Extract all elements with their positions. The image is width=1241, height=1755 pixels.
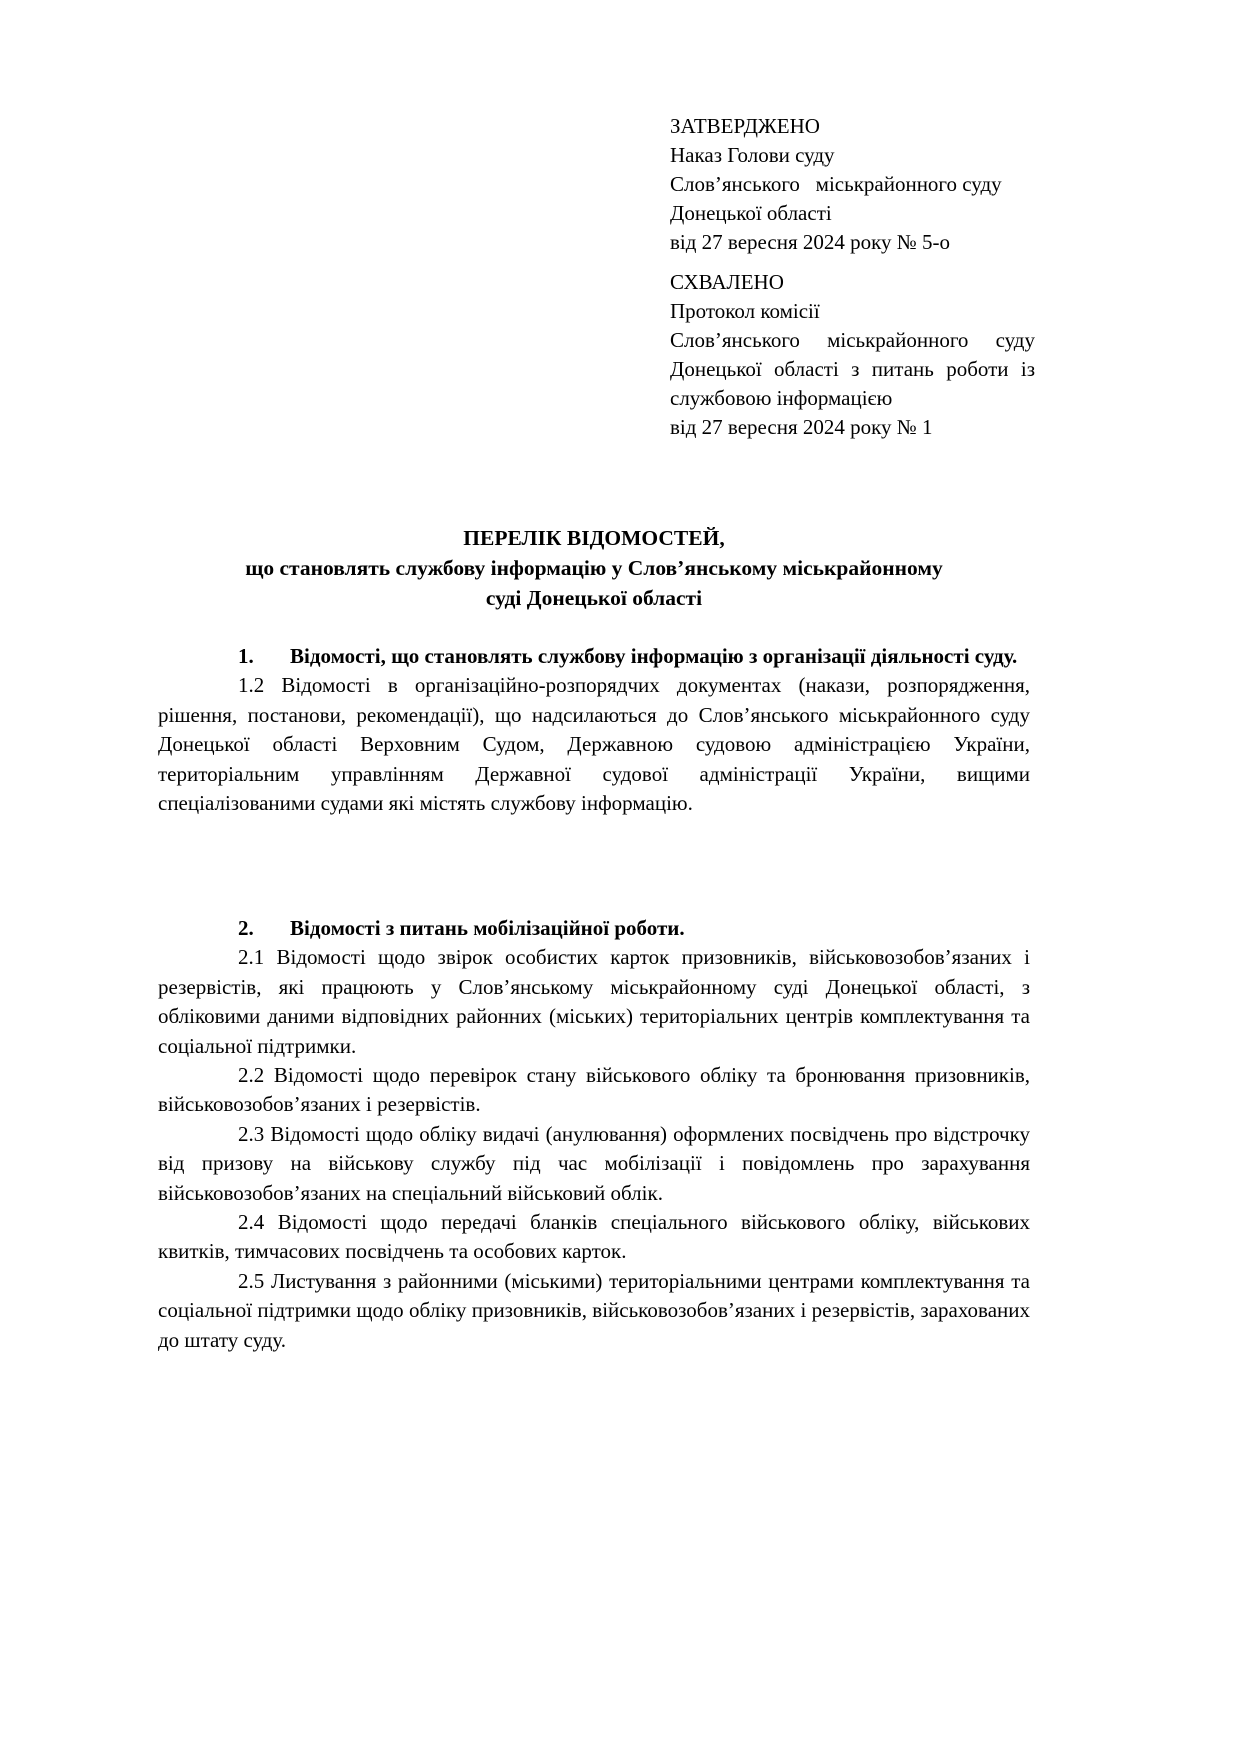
approval-line: Наказ Голови суду <box>670 143 835 167</box>
section-number: 1. <box>238 644 254 668</box>
approval-date: від 27 вересня 2024 року № 5-о <box>670 230 951 254</box>
section-number: 2. <box>238 916 254 940</box>
endorsement-line: Донецької області з питань роботи із <box>670 357 1035 381</box>
item-text: Відомості щодо обліку видачі (анулювання) оформлених посвідчень про відстрочку від призову на військову службу під час мобілізації і повідомлень про зарахування військовозобов’язаних на спеціальний військовий облік. <box>158 1121 1031 1205</box>
section-heading-text: Відомості з питань мобілізаційної роботи. <box>290 916 685 940</box>
approval-line: Слов’янського міськрайонного суду <box>670 172 1002 196</box>
item-number: 2.4 <box>238 1210 265 1235</box>
item-number: 2.3 <box>238 1121 265 1146</box>
title-line-1: ПЕРЕЛІК ВІДОМОСТЕЙ, <box>463 526 725 550</box>
item-text: Відомості щодо передачі бланків спеціального військового обліку, військових квитків, тимчасових посвідчень та особових карток. <box>158 1210 1030 1264</box>
section-heading <box>158 914 1030 943</box>
endorsement-heading: СХВАЛЕНО <box>670 270 784 294</box>
document-title <box>158 523 1030 613</box>
item-text: Відомості щодо перевірок стану військового обліку та бронювання призовників, військовозобов’язаних і резервістів. <box>158 1063 1030 1117</box>
item-text: Відомості в організаційно-розпорядчих документах (накази, розпорядження, рішення, постанови, рекомендації), що надсилаються до Слов’янського міськрайонного суду Донецької області Верховним Судом, Державною судовою адміністрацією України, територіальним управлінням Державної судової адміністрації України, вищими спеціалізованими судами які містять службову інформацію. <box>158 673 1030 816</box>
endorsement-block <box>670 268 1035 442</box>
section-item <box>158 1061 1030 1120</box>
endorsement-line: Слов’янського міськрайонного суду <box>670 328 1035 352</box>
approval-heading: ЗАТВЕРДЖЕНО <box>670 114 820 138</box>
title-line-2: що становлять службову інформацію у Слов’янському міськрайонному <box>245 556 943 580</box>
section-heading-text: Відомості, що становлять службову інформацію з організації діяльності суду. <box>290 644 1018 668</box>
section-item <box>158 1267 1030 1355</box>
endorsement-line: Протокол комісії <box>670 299 820 323</box>
section-item <box>158 943 1030 1061</box>
section-heading <box>158 642 1030 671</box>
item-number: 2.1 <box>238 945 265 970</box>
section-item <box>158 671 1030 818</box>
endorsement-line: службовою інформацією <box>670 386 893 410</box>
item-text: Відомості щодо звірок особистих карток призовників, військовозобов’язаних і резервістів, які працюють у Слов’янському міськрайонному суді Донецької області, з обліковими даними відповідних районних (міських) територіальних центрів комплектування та соціальної підтримки. <box>158 945 1030 1058</box>
item-text: Листування з районними (міськими) територіальними центрами комплектування та соціальної підтримки щодо обліку призовників, військовозобов’язаних і резервістів, зарахованих до штату суду. <box>158 1268 1031 1352</box>
item-number: 2.5 <box>238 1268 265 1293</box>
item-number: 2.2 <box>238 1063 265 1088</box>
approval-block <box>670 112 1035 257</box>
section-1 <box>158 642 1030 818</box>
section-item <box>158 1208 1030 1267</box>
section-2 <box>158 914 1030 1355</box>
title-line-3: суді Донецької області <box>485 586 703 610</box>
endorsement-date: від 27 вересня 2024 року № 1 <box>670 415 933 439</box>
approval-line: Донецької області <box>670 201 832 225</box>
item-number: 1.2 <box>238 673 265 698</box>
section-item <box>158 1120 1030 1208</box>
